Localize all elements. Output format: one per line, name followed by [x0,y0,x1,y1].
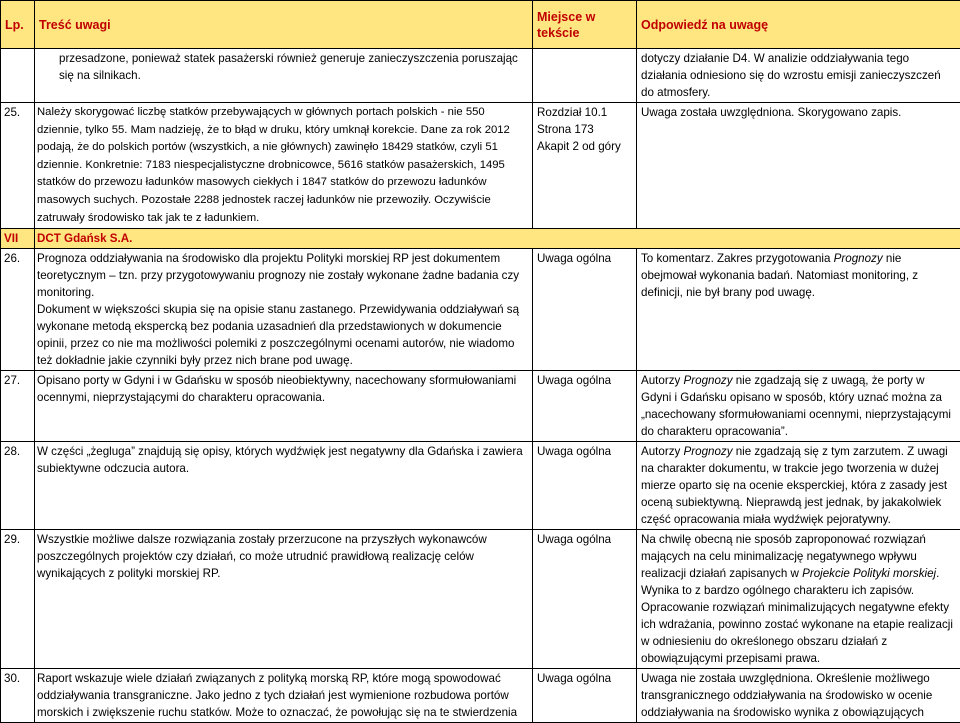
location-line: Akapit 2 od góry [537,138,632,155]
section-row [1,229,960,249]
table-row [1,442,960,530]
comment-text [35,249,533,371]
location-cell [533,49,637,103]
response-text [637,103,960,229]
row-number: 30. [1,669,35,723]
header-lp: Lp. [1,1,35,49]
table-row [1,103,960,229]
comment-text [35,371,533,442]
comment-paragraph: Należy skorygować liczbę statków przebywających w głównych portach polskich - nie 550 dziennie, tylko 55. Mam nadzieję, że to błąd w druku, który umknął korekcie. Dane za rok 2012 podają, że do polskich portów (wszystkich, a nie głównych) zawinęło 18429 statków, czyli 51 dziennie. Konkretnie: 7183 niespecjalistyczne drobnicowce, 5616 statków pasażerskich, 1495 statków do przewozu ładunków masowych ciekłych i 1847 statków do przewozu ładunków masowych suchych. Pozostałe 2288 jednostek raczej ładunków nie przewoziły. Oczywiście zatruwały środowisko tak jak te z ładunkiem. [37,104,528,227]
response-text [637,442,960,530]
response-text [637,669,960,723]
table-row [1,669,960,723]
comment-paragraph: Raport wskazuje wiele działań związanych z polityką morską RP, które mogą spowodować oddziaływania transgraniczne. Jako jedno z tych działań jest wymienione rozbudowa portów morskich i zwiększenie ruchu statków. Może to oznaczać, że powołując się na te stwierdzenia [37,670,528,721]
table-row [1,530,960,669]
section-number: VII [1,229,35,249]
location-cell [533,371,637,442]
table-row [1,371,960,442]
header-tresc: Treść uwagi [35,1,533,49]
location-line: Strona 173 [537,121,632,138]
location-cell [533,669,637,723]
response-paragraph: Na chwilę obecną nie sposób zaproponować rozwiązań mających na celu minimalizację negatywnego wpływu realizacji działań zapisanych w Projekcie Polityki morskiej. Wynika to z bardzo ogólnego charakteru ich zapisów. [641,531,956,599]
comment-paragraph: W części „żegluga” znajdują się opisy, których wydźwięk jest negatywny dla Gdańska i zawiera subiektywne odczucia autora. [37,443,528,477]
location-cell [533,249,637,371]
response-paragraph: Uwaga została uwzględniona. Skorygowano zapis. [641,104,956,121]
header-miejsce: Miejsce w tekście [533,1,637,49]
comment-text [35,103,533,229]
location-cell [533,530,637,669]
comment-paragraph: przesadzone, ponieważ statek pasażerski również generuje zanieczyszczenia poruszając się na silnikach. [59,50,528,84]
comment-paragraph: Wszystkie możliwe dalsze rozwiązania zostały przerzucone na przyszłych wykonawców poszczególnych projektów czy działań, co może utrudnić prawidłową realizację celów wynikających z polityki morskiej RP. [37,531,528,582]
comment-text [35,49,533,103]
header-odpowiedz: Odpowiedź na uwagę [637,1,960,49]
response-text [637,49,960,103]
section-title: DCT Gdańsk S.A. [35,229,960,249]
row-number: 25. [1,103,35,229]
response-paragraph: To komentarz. Zakres przygotowania Prognozy nie obejmował wykonania badań. Natomiast monitoring, z definicji, nie był brany pod uwagę. [641,250,956,301]
response-paragraph: dotyczy działanie D4. W analizie oddziaływania tego działania odniesiono się do wzrostu emisji zanieczyszczeń do atmosfery. [641,50,956,101]
response-paragraph: Opracowanie rozwiązań minimalizujących negatywne efekty ich wdrażania, powinno zostać wykonane na etapie realizacji w odniesieniu do określonego obszaru działań z obowiązującymi przepisami prawa. [641,599,956,667]
row-number: 27. [1,371,35,442]
location-line: Rozdział 10.1 [537,104,632,121]
row-number: 26. [1,249,35,371]
location-line: Uwaga ogólna [537,670,632,687]
location-line: Uwaga ogólna [537,372,632,389]
location-cell [533,442,637,530]
location-cell [533,103,637,229]
comment-paragraph: Opisano porty w Gdyni i w Gdańsku w sposób nieobiektywny, nacechowany sformułowaniami ocennymi, nieprzystającymi do charakteru opracowania. [37,372,528,406]
response-paragraph: Autorzy Prognozy nie zgadzają się z tym zarzutem. Z uwagi na charakter dokumentu, w trakcie jego tworzenia w dużej mierze oparto się na ocenie eksperckiej, która z zasady jest oceną subiektywną. Nieprawdą jest jednak, by jakakolwiek część opracowania miała wydźwięk pejoratywny. [641,443,956,528]
comment-text [35,530,533,669]
response-text [637,249,960,371]
response-text [637,371,960,442]
comment-paragraph: Dokument w większości skupia się na opisie stanu zastanego. Przewidywania oddziaływań są wykonane metodą ekspercką bez podania uzasadnień dla przedstawionych w dokumencie opinii, przez co nie ma możliwości polemiki z poszczególnymi ocenami autorów, nie wiadomo też dokładnie jakie czynniki były przez nich brane pod uwagę. [37,301,528,369]
location-line: Uwaga ogólna [537,531,632,548]
row-number: 29. [1,530,35,669]
response-paragraph: Autorzy Prognozy nie zgadzają się z uwagą, że porty w Gdyni i Gdańsku opisano w sposób, który uznać można za „nacechowany sformułowaniami ocennymi, nieprzystającymi do charakteru opracowania”. [641,372,956,440]
comment-text [35,442,533,530]
row-number: 28. [1,442,35,530]
comment-text [35,669,533,723]
comment-paragraph: Prognoza oddziaływania na środowisko dla projektu Polityki morskiej RP jest dokumentem teoretycznym – tzn. przy przygotowywaniu prognozy nie zostały wykonane żadne badania czy monitoring. [37,250,528,301]
table-row [1,49,960,103]
response-text [637,530,960,669]
row-number [1,49,35,103]
location-line: Uwaga ogólna [537,250,632,267]
table-header-row [1,1,960,49]
location-line: Uwaga ogólna [537,443,632,460]
response-paragraph: Uwaga nie została uwzględniona. Określenie możliwego transgranicznego oddziaływania na środowisko w ocenie oddziaływania na środowisko wynika z obowiązujących [641,670,956,721]
table-row [1,249,960,371]
